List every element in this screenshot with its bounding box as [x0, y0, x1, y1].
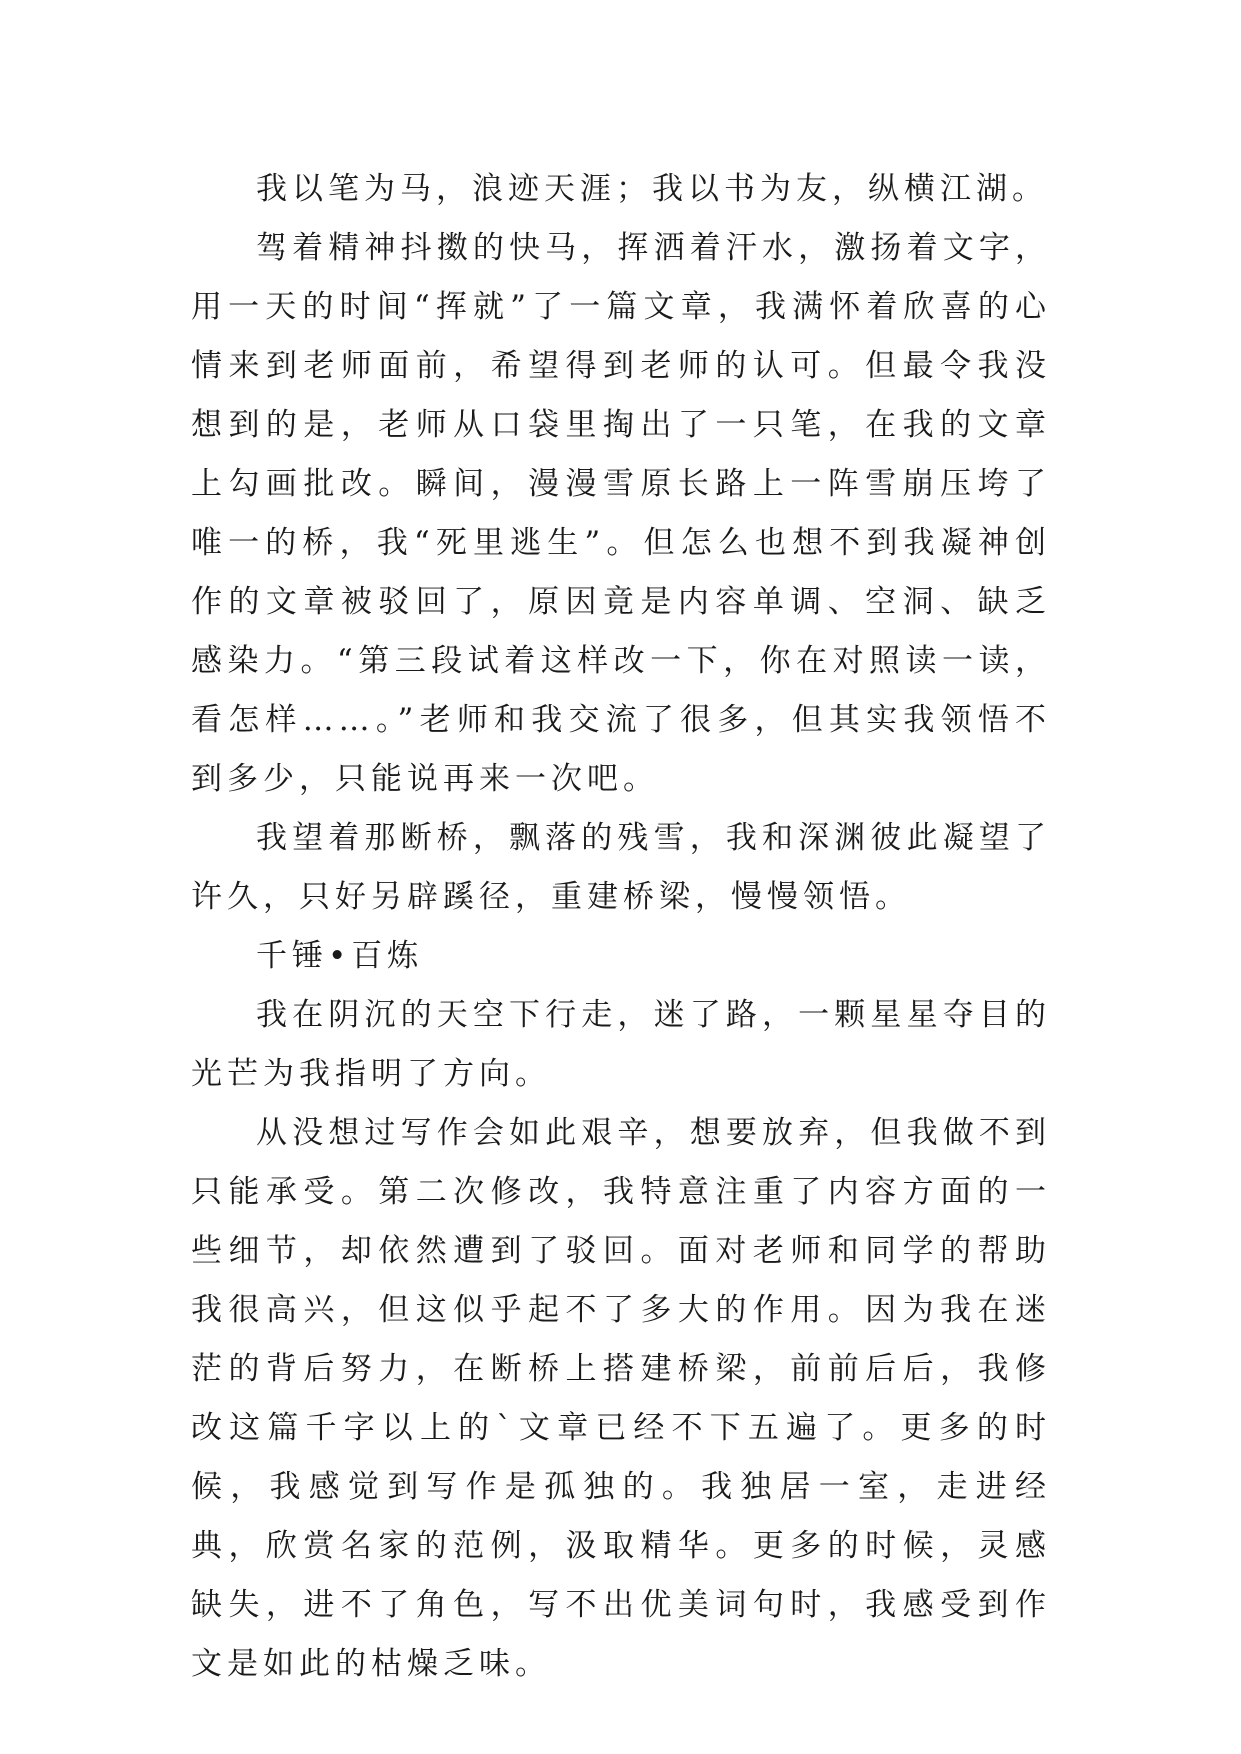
document-body [191, 160, 1051, 1694]
paragraph-star-guidance: 我在阴沉的天空下行走，迷了路，一颗星星夺目的光芒为我指明了方向。 [191, 997, 1051, 1092]
paragraph-intro: 我以笔为马，浪迹天涯；我以书为友，纵横江湖。 [256, 171, 1048, 207]
paragraph-first-draft: 驾着精神抖擞的快马，挥洒着汗水，激扬着文字，用一天的时间“挥就”了一篇文章，我满怀着欣喜的心情来到老师面前，希望得到老师的认可。但最令我没想到的是，老师从口袋里掏出了一只笔，在我的文章上勾画批改。瞬间，漫漫雪原长路上一阵雪崩压垮了唯一的桥，我“死里逃生”。但怎么也想不到我凝神创作的文章被驳回了，原因竟是内容单调、空洞、缺乏感染力。“第三段试着这样改一下，你在对照读一读，看怎样……。”老师和我交流了很多，但其实我领悟不到多少，只能说再来一次吧。 [191, 230, 1051, 797]
section-heading: 千锤•百炼 [256, 938, 424, 974]
paragraph-broken-bridge: 我望着那断桥，飘落的残雪，我和深渊彼此凝望了许久，只好另辟蹊径，重建桥梁，慢慢领悟。 [191, 820, 1051, 915]
paragraph-revision: 从没想过写作会如此艰辛，想要放弃，但我做不到只能承受。第二次修改，我特意注重了内容方面的一些细节，却依然遭到了驳回。面对老师和同学的帮助我很高兴，但这似乎起不了多大的作用。因为我在迷茫的背后努力，在断桥上搭建桥梁，前前后后，我修改这篇千字以上的`文章已经不下五遍了。更多的时候，我感觉到写作是孤独的。我独居一室，走进经典，欣赏名家的范例，汲取精华。更多的时候，灵感缺失，进不了角色，写不出优美词句时，我感受到作文是如此的枯燥乏味。 [191, 1115, 1051, 1682]
